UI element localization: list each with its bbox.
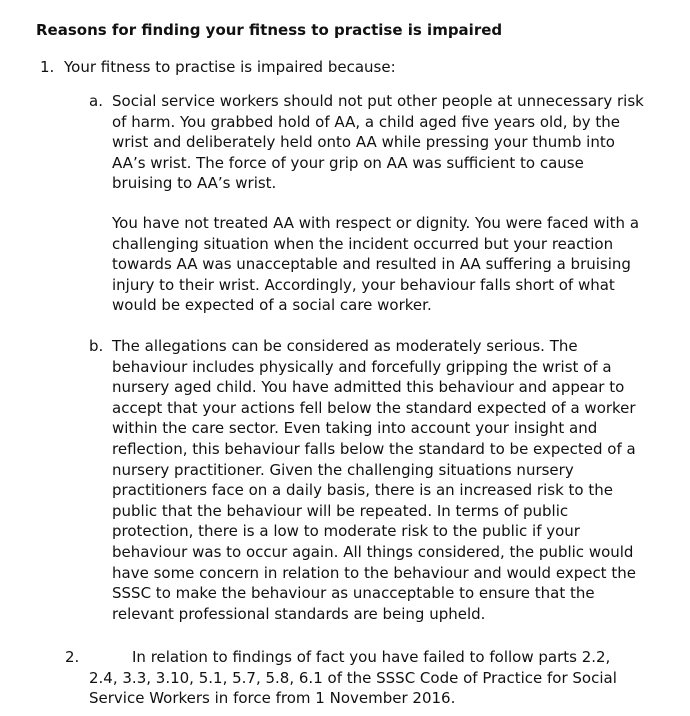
paragraph-line: bruising to AA’s wrist. <box>112 174 277 193</box>
sub-item-a-paragraph-1 <box>112 91 644 194</box>
paragraph-line: have some concern in relation to the behaviour and would expect the <box>112 563 636 582</box>
paragraph-line: nursery aged child. You have admitted this behaviour and appear to <box>112 378 625 397</box>
paragraph-line: protection, there is a low to moderate risk to the public if your <box>112 522 580 541</box>
paragraph-line: challenging situation when the incident occurred but your reaction <box>112 234 614 253</box>
paragraph-line: You have not treated AA with respect or dignity. You were faced with a <box>112 214 640 232</box>
paragraph-line: practitioners face on a daily basis, there is an increased risk to the <box>112 481 613 500</box>
sub-item-b-paragraph <box>112 336 636 624</box>
paragraph-line: injury to their wrist. Accordingly, your behaviour falls short of what <box>112 275 615 294</box>
sub-item-a-paragraph-2 <box>112 213 639 316</box>
item-1-text: Your fitness to practise is impaired because: <box>64 58 396 76</box>
paragraph-line: The allegations can be considered as moderately serious. The <box>112 337 578 355</box>
item-2-continuation <box>89 668 617 709</box>
paragraph-line: would be expected of a social care worker. <box>112 296 432 315</box>
paragraph-line: public that the behaviour will be repeated. In terms of public <box>112 501 569 520</box>
paragraph-line: AA’s wrist. The force of your grip on AA was sufficient to cause <box>112 153 584 172</box>
paragraph-line: Service Workers in force from 1 November 2016. <box>89 689 456 708</box>
paragraph-line: behaviour includes physically and forcefully gripping the wrist of a <box>112 357 612 376</box>
sub-item-a-letter: a. <box>89 92 103 110</box>
item-2-number: 2. <box>65 648 80 666</box>
paragraph-line: nursery practitioner. Given the challenging situations nursery <box>112 460 574 479</box>
item-1-number: 1. <box>40 58 55 76</box>
sub-item-b-letter: b. <box>89 337 104 355</box>
paragraph-line: reflection, this behaviour falls below the standard to be expected of a <box>112 439 636 458</box>
paragraph-line: accept that your actions fell below the standard expected of a worker <box>112 398 636 417</box>
paragraph-line: Social service workers should not put other people at unnecessary risk <box>112 92 644 110</box>
item-2-first-line: In relation to findings of fact you have failed to follow parts 2.2, <box>132 648 611 666</box>
paragraph-line: SSSC to make the behaviour as unacceptable to ensure that the <box>112 584 595 603</box>
paragraph-line: 2.4, 3.3, 3.10, 5.1, 5.7, 5.8, 6.1 of the SSSC Code of Practice for Social <box>89 668 617 687</box>
paragraph-line: of harm. You grabbed hold of AA, a child aged five years old, by the <box>112 112 621 131</box>
paragraph-line: within the care sector. Even taking into account your insight and <box>112 419 598 438</box>
section-heading: Reasons for finding your fitness to practise is impaired <box>36 21 503 39</box>
paragraph-line: behaviour was to occur again. All things considered, the public would <box>112 542 634 561</box>
paragraph-line: relevant professional standards are being upheld. <box>112 604 486 623</box>
paragraph-line: wrist and deliberately held onto AA while pressing your thumb into <box>112 133 615 152</box>
paragraph-line: towards AA was unacceptable and resulted in AA suffering a bruising <box>112 255 631 274</box>
